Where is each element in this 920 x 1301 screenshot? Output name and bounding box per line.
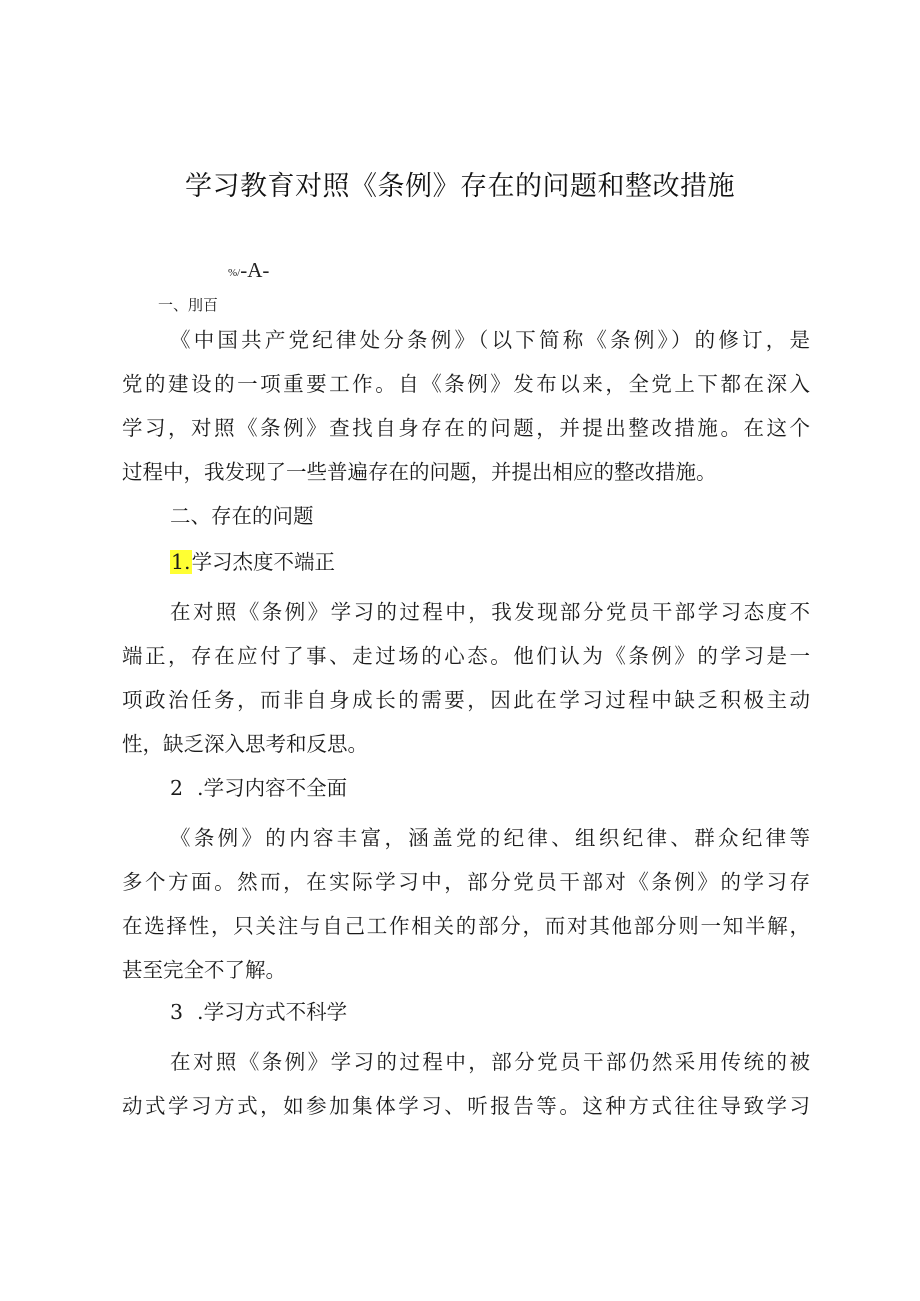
paragraph-line: 过程中，我发现了一些普遍存在的问题，并提出相应的整改措施。 bbox=[122, 460, 717, 484]
item-1-heading bbox=[170, 540, 335, 584]
item-2-number: 2 bbox=[170, 776, 184, 800]
item-2-paragraph bbox=[122, 816, 810, 992]
item-3-number: 3 bbox=[170, 1000, 184, 1024]
item-1-title: 学习杰度不端正 bbox=[191, 550, 336, 574]
paragraph-line: 性，缺乏深入思考和反思。 bbox=[122, 732, 368, 756]
item-3-paragraph bbox=[122, 1040, 810, 1128]
item-2-title: .学习内容不全面 bbox=[197, 776, 348, 800]
paragraph-line: 甚至完全不了解。 bbox=[122, 958, 286, 982]
paragraph-line: 学习，对照《条例》查找自身存在的问题，并提出整改措施。在这个 bbox=[122, 416, 810, 440]
header-mark-text: -A- bbox=[240, 258, 270, 282]
header-mark bbox=[228, 258, 269, 283]
paragraph-line: 多个方面。然而，在实际学习中，部分党员干部对《条例》的学习存 bbox=[122, 870, 810, 894]
item-3-title: .学习方式不科学 bbox=[197, 1000, 348, 1024]
paragraph-line: 在对照《条例》学习的过程中，部分党员干部仍然采用传统的被 bbox=[170, 1050, 810, 1074]
paragraph-line: 在选择性，只关注与自己工作相关的部分，而对其他部分则一知半解， bbox=[122, 914, 810, 938]
paragraph-line: 党的建设的一项重要工作。自《条例》发布以来，全党上下都在深入 bbox=[122, 372, 810, 396]
intro-paragraph bbox=[122, 318, 810, 494]
paragraph-line: 端正，存在应付了事、走过场的心态。他们认为《条例》的学习是一 bbox=[122, 644, 810, 668]
item-1-number: 1. bbox=[171, 550, 191, 574]
section-one-heading: 一、刖百 bbox=[158, 296, 219, 314]
item-1-paragraph bbox=[122, 590, 810, 766]
section-two-heading: 二、存在的问题 bbox=[170, 504, 314, 528]
paragraph-line: 项政治任务，而非自身成长的需要，因此在学习过程中缺乏积极主动 bbox=[122, 688, 810, 712]
paragraph-line: 《中国共产党纪律处分条例》（以下简称《条例》）的修订，是 bbox=[170, 328, 810, 352]
paragraph-line: 在对照《条例》学习的过程中，我发现部分党员干部学习态度不 bbox=[170, 600, 810, 624]
header-mark-small: %/ bbox=[228, 267, 241, 279]
item-3-heading bbox=[170, 990, 347, 1034]
document-title: 学习教育对照《条例》存在的问题和整改措施 bbox=[185, 171, 735, 202]
paragraph-line: 动式学习方式，如参加集体学习、听报告等。这种方式往往导致学习 bbox=[122, 1094, 810, 1118]
paragraph-line: 《条例》的内容丰富，涵盖党的纪律、组织纪律、群众纪律等 bbox=[170, 826, 810, 850]
item-2-heading bbox=[170, 766, 347, 810]
